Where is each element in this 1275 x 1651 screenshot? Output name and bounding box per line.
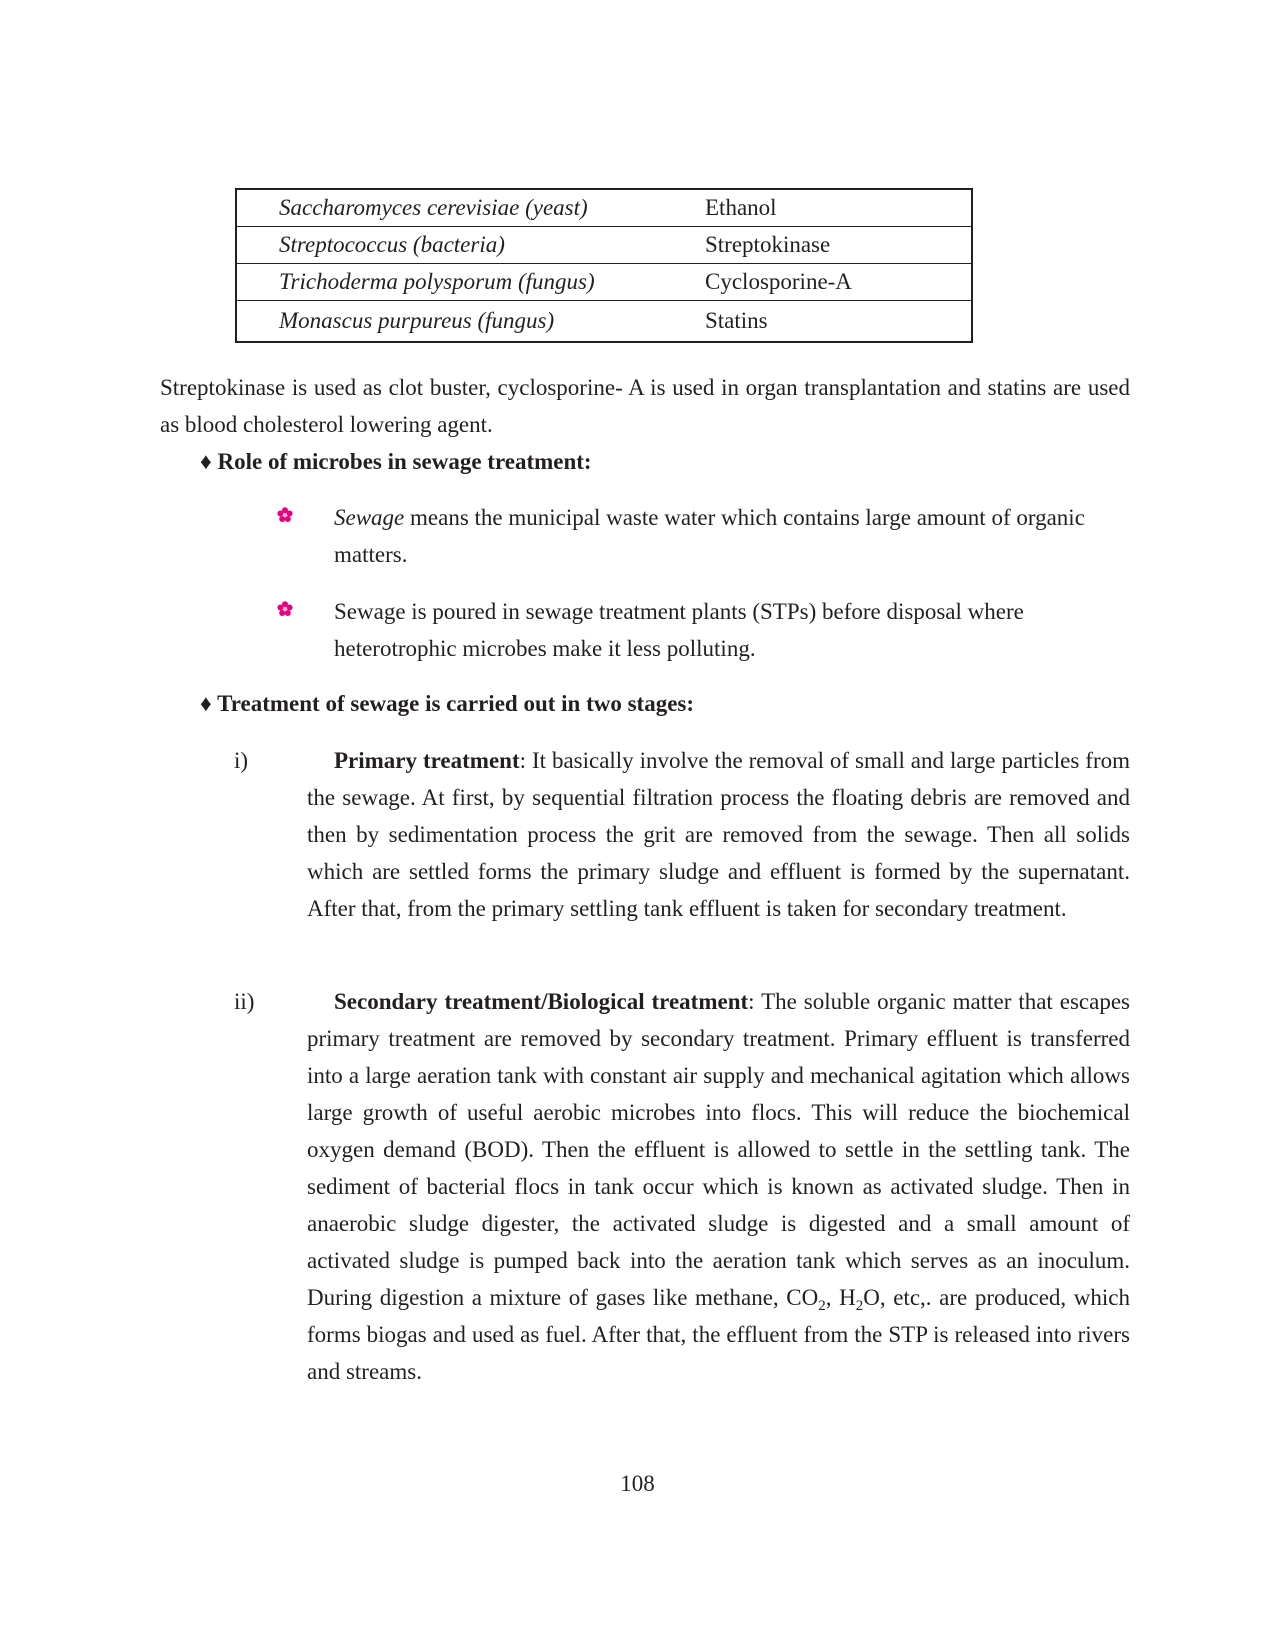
product-cell: Ethanol	[705, 189, 972, 226]
organism-cell: Saccharomyces cerevisiae (yeast)	[236, 189, 705, 226]
table-row	[236, 189, 972, 226]
organism-cell: Streptococcus (bacteria)	[236, 226, 705, 263]
subscript-2: 2	[855, 1298, 864, 1314]
diamond-bullet-icon: ♦	[200, 449, 212, 474]
secondary-treatment-paragraph	[307, 983, 1130, 1390]
primary-treatment-title: Primary treatment	[334, 748, 520, 773]
secondary-treatment-text: O, etc,. are produced, which forms biogas and used as fuel. After that, the effluent from the STP is released into rivers and streams.	[307, 1285, 1130, 1384]
product-cell: Streptokinase	[705, 226, 972, 263]
heading-text: Treatment of sewage is carried out in two stages:	[217, 691, 695, 716]
flower-bullet-icon	[277, 601, 293, 617]
organism-product-table	[235, 188, 973, 343]
table-row	[236, 263, 972, 300]
page-number: 108	[620, 1471, 655, 1496]
bullet-item-sewage-definition	[334, 499, 1130, 573]
heading-text: Role of microbes in sewage treatment:	[217, 449, 592, 474]
section-heading-microbes-sewage	[200, 443, 1100, 480]
numeral-ii: ii)	[234, 989, 255, 1014]
secondary-treatment-title: Secondary treatment/Biological treatment	[334, 989, 749, 1014]
secondary-treatment-text: : The soluble organic matter that escapes primary treatment are removed by secondary treatment. Primary effluent is transferred into a large aeration tank with constant air supply and mechanical agitation which allows large growth of useful aerobic microbes into flocs. This will reduce the biochemical oxygen demand (BOD). Then the effluent is allowed to settle in the settling tank. The sediment of bacterial flocs in tank occur which is known as activated sludge. Then in anaerobic sludge digester, the activated sludge is digested and a small amount of activated sludge is pumped back into the aeration tank which serves as an inoculum. During digestion a mixture of gases like methane, CO	[307, 989, 1130, 1310]
bullet-text: means the municipal waste water which contains large amount of organic matters.	[334, 505, 1085, 567]
intro-paragraph: Streptokinase is used as clot buster, cyclosporine- A is used in organ transplantation and statins are used as blood cholesterol lowering agent.	[160, 375, 1130, 437]
subscript-2: 2	[818, 1298, 826, 1314]
term-sewage: Sewage	[334, 505, 405, 530]
secondary-treatment-text: , H	[825, 1285, 856, 1310]
table-row	[236, 226, 972, 263]
organism-cell: Monascus purpureus (fungus)	[279, 307, 555, 333]
product-cell: Cyclosporine-A	[705, 263, 972, 300]
primary-treatment-text: : It basically involve the removal of small and large particles from the sewage. At first, by sequential filtration process the floating debris are removed and then by sedimentation process the grit are removed from the sewage. Then all solids which are settled forms the primary sludge and effluent is formed by the supernatant. After that, from the primary settling tank effluent is taken for secondary treatment.	[307, 748, 1130, 921]
primary-treatment-paragraph	[307, 742, 1130, 927]
bullet-item-stp	[334, 593, 1094, 667]
bullet-text: Sewage is poured in sewage treatment plants (STPs) before disposal where heterotrophic microbes make it less polluting.	[334, 599, 1024, 661]
organism-cell: Trichoderma polysporum (fungus)	[236, 263, 705, 300]
product-cell: Statins	[705, 307, 768, 333]
table-row	[236, 300, 972, 342]
diamond-bullet-icon: ♦	[200, 691, 212, 716]
section-heading-treatment-stages	[200, 685, 1100, 722]
flower-bullet-icon	[277, 507, 293, 523]
numeral-i: i)	[234, 748, 249, 773]
